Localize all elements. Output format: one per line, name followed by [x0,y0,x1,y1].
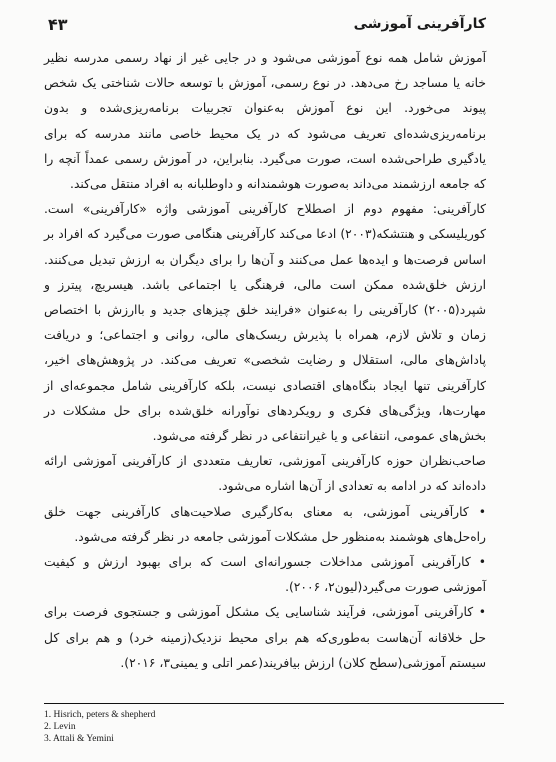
paragraph-education: آموزش شامل همه نوع آموزشی می‌شود و در جایی غیر از نهاد رسمی مدرسه نظیر خانه یا مساجد رخ می‌دهد. در نوع رسمی، آموزش با توسعه حالات شناختی یک شخص پیوند می‌خورد. این نوع آموزش به‌عنوان تجربیات برنامه‌ریزی‌شده و بدون برنامه‌ریزی‌شده‌ای تعریف می‌شود که در یک محیط خاصی مانند مدرسه که برای یادگیری طراحی‌شده است، صورت می‌گیرد. بنابراین، در آموزش رسمی عمداً آنچه را که جامعه ارزشمند می‌داند به‌صورت هوشمندانه و داوطلبانه به افراد منتقل می‌کند. [44,51,486,192]
footnote-1: 1. Hisrich, peters & shepherd [44,710,156,720]
footnotes [44,703,504,745]
bullet-definition-1: • کارآفرینی آموزشی، به معنای به‌کارگیری صلاحیت‌های کارآفرینی جهت خلق راه‌حل‌های هوشمند به‌منظور حل مشکلات آموزشی جامعه در نظر گرفته می‌شود. [44,504,486,544]
footnote-divider [44,703,504,704]
page-number: ۴۳ [48,14,68,34]
footnote-3: 3. Attali & Yemini [44,734,114,744]
paragraph-experts: صاحب‌نظران حوزه کارآفرینی آموزشی، تعاریف متعددی از کارآفرینی آموزشی ارائه داده‌اند که در ادامه به تعدادی از آن‌ها اشاره می‌شود. [44,454,486,494]
bullet-definition-3: • کارآفرینی آموزشی، فرآیند شناسایی یک مشکل آموزشی و جستجوی فرصت برای حل خلاقانه آن‌هاست به‌طوری‌که هم برای محیط نزدیک(زمینه خرد) و هم برای کل سیستم آموزشی(سطح کلان) ارزش بیافریند(عمر اتلی و یمینی۳، ۲۰۱۶). [44,605,486,670]
paragraph-entrepreneurship: کارآفرینی: مفهوم دوم از اصطلاح کارآفرینی آموزشی واژه «کارآفرینی» است. کوریلیسکی و هنتشکه(۲۰۰۳) ادعا می‌کند کارآفرینی هنگامی صورت می‌گیرد که افراد بر اساس فرصت‌ها و ایده‌ها عمل می‌کنند و آن‌ها را برای دیگران به ارزش تبدیل می‌کنند. ارزش خلق‌شده ممکن است مالی، فرهنگی یا اجتماعی باشد. هیسریچ، پیترز و شپرد(۲۰۰۵) کارآفرینی را به‌عنوان «فرایند خلق چیزهای جدید و باارزش با اختصاص زمان و تلاش لازم، همراه با پذیرش ریسک‌های مالی، روانی و اجتماعی؛ و دریافت پاداش‌های مالی، استقلال و رضایت شخصی» تعریف می‌کند. در پژوهش‌های اخیر، کارآفرینی تنها ایجاد بنگاه‌های اقتصادی نیست، بلکه کارآفرینی شامل مجموعه‌ای از مهارت‌ها، ویژگی‌های فکری و رویکردهای نوآورانه خلق‌شده برای حل مشکلات در بخش‌های عمومی، انتفاعی و یا غیرانتفاعی در نظر گرفته می‌شود. [44,202,486,444]
bullet-definition-2: • کارآفرینی آموزشی مداخلات جسورانه‌ای است که برای بهبود ارزش و کیفیت آموزشی صورت می‌گیرد(لیون۲، ۲۰۰۶). [44,555,486,595]
running-title: کارآفرینی آموزشی [353,16,486,32]
body-text [44,46,486,676]
footnote-2: 2. Levin [44,722,76,732]
running-header [48,10,486,38]
